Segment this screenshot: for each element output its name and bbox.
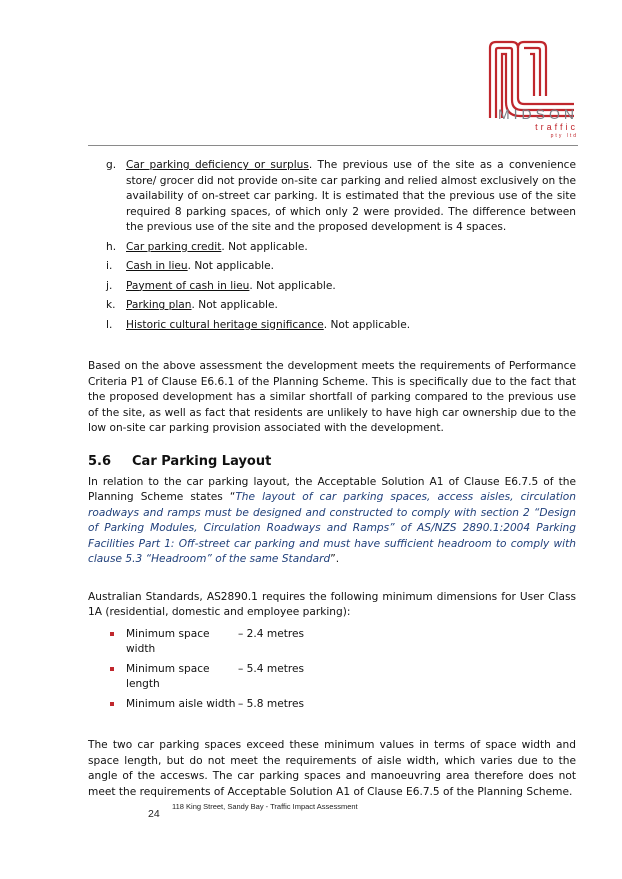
standards-paragraph: Australian Standards, AS2890.1 requires the following minimum dimensions for User Class 1A (residential, domestic and employee parking): — [88, 590, 576, 618]
list-item: k. Parking plan. Not applicable. — [106, 299, 278, 311]
list-item-title: Payment of cash in lieu — [126, 279, 250, 292]
list-item-title: Historic cultural heritage significance — [126, 318, 324, 331]
conclusion-paragraph: The two car parking spaces exceed these minimum values in terms of space width and space length, but do not meet the requirements of aisle width, which varies due to the angle of the accesws. The car parking spaces and manoeuvring area therefore does not meet the requirements of Acceptable Solution A1 of Clause E6.7.5 of the Planning Scheme. — [88, 739, 576, 798]
list-item-text: . Not applicable. — [191, 299, 278, 311]
bullet-icon — [110, 632, 114, 636]
page-number: 24 — [148, 808, 160, 820]
assessment-list — [88, 158, 576, 333]
brand-block — [458, 106, 578, 140]
list-item-text: . Not applicable. — [323, 318, 411, 331]
list-item: j. Payment of cash in lieu. Not applicable. — [106, 279, 336, 292]
list-item: l. Historic cultural heritage significance. Not applicable. — [106, 318, 411, 331]
planning-scheme-quote: The layout of car parking spaces, access aisles, circulation roadways and ramps must be designed and constructed to comply with section 2 “Design of Parking Modules, Circulation Roadways and Ramps” of AS/NZS 2890.1:2004 Parking Facilities Part 1: Off-street car parking and must have sufficient headroom to comply with clause 5.3 “Headroom” of the same Standard — [88, 491, 576, 565]
brand-name: MIDSON — [498, 106, 578, 122]
list-item: Minimum space length – 5.4 metres — [88, 662, 576, 693]
brand-subtitle-small: pty ltd — [550, 133, 578, 139]
layout-lead-text: In relation to the car parking layout, the Acceptable Solution A1 of Clause E6.7.5 of the Planning Scheme states “ — [88, 475, 576, 503]
list-item-title: Car parking deficiency or surplus — [126, 159, 309, 171]
list-item-text: . Not applicable. — [249, 279, 336, 292]
assessment-paragraph: Based on the above assessment the development meets the requirements of Performance Criteria P1 of Clause E6.6.1 of the Planning Scheme. This is specifically due to the fact that the proposed development has a similar shortfall of parking compared to the previous use of the site, as well as fact that residents are unlikely to have high car ownership due to the low on-site car parking provision associated with the development. — [88, 360, 576, 434]
list-item-text: . Not applicable. — [221, 240, 308, 253]
list-item-title: Cash in lieu — [126, 260, 188, 272]
footer-title: 118 King Street, Sandy Bay - Traffic Impact Assessment — [172, 802, 358, 811]
bullet-icon — [110, 702, 114, 706]
layout-tail-text: ”. — [330, 553, 340, 565]
list-item: g. Car parking deficiency or surplus. The previous use of the site as a convenience store/ grocer did not provide on-site car parking and relied almost exclusively on the availability of on-street car parking. It is estimated that the previous use of the site required 8 parking spaces, of which only 2 were provided. The difference between the previous use of the site and the proposed development is 4 spaces. — [106, 159, 576, 233]
list-item: Minimum space width – 2.4 metres — [88, 627, 576, 658]
bullet-icon — [110, 667, 114, 671]
list-item-title: Parking plan — [126, 299, 192, 311]
list-item-title: Car parking credit — [126, 240, 222, 253]
list-item: h. Car parking credit. Not applicable. — [106, 240, 308, 253]
section-title: Car Parking Layout — [132, 453, 272, 469]
header-divider — [88, 145, 578, 146]
layout-paragraph — [88, 475, 576, 568]
brand-subtitle: traffic — [535, 122, 578, 132]
list-item: i. Cash in lieu. Not applicable. — [106, 260, 274, 272]
list-item-text: . The previous use of the site as a convenience store/ grocer did not provide on-site car parking and relied almost exclusively on the availability of on-street car parking. It is estimated that the previous use of the site required 8 parking spaces, of which only 2 were provided. The difference between the previous use of the site and the proposed development is 4 spaces. — [126, 159, 576, 233]
list-item-text: . Not applicable. — [187, 260, 274, 272]
list-item: Minimum aisle width – 5.8 metres — [88, 697, 576, 713]
main-content — [88, 158, 576, 800]
section-heading — [88, 453, 576, 471]
dimensions-list — [88, 627, 576, 713]
section-number: 5.6 — [88, 453, 112, 469]
